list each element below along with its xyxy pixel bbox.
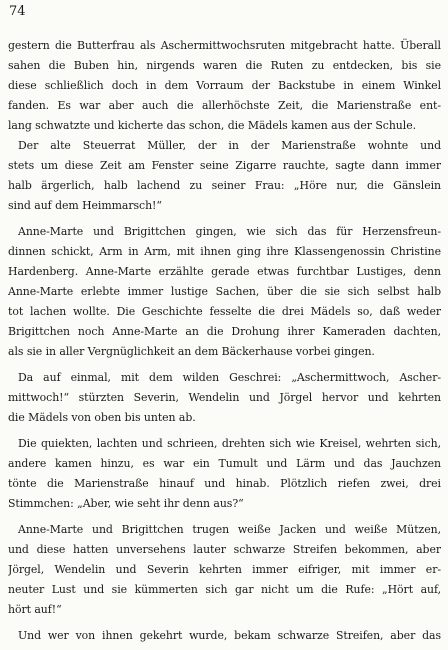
text-line: die Mädels von oben bis unten ab. bbox=[8, 411, 196, 424]
text-line: Jörgel, Wendelin und Severin kehrten immer eifriger, mit immer er- bbox=[8, 563, 441, 576]
text-line: dinnen schickt, Arm in Arm, mit ihnen ging ihre Klassengenossin Christine bbox=[8, 245, 441, 258]
text-line: Stimmchen: „Aber, wie seht ihr denn aus?“ bbox=[8, 497, 244, 510]
text-line: neuter Lust und sie kümmerten sich gar nicht um die Rufe: „Hört auf, bbox=[8, 583, 441, 596]
text-line: hört auf!“ bbox=[8, 603, 62, 616]
text-line: andere kamen hinzu, es war ein Tumult und Lärm und das Jauchzen bbox=[8, 457, 441, 470]
text-line: Und wer von ihnen gekehrt wurde, bekam schwarze Streifen, aber das bbox=[18, 629, 441, 642]
text-line: lang schwatzte und kicherte das schon, die Mädels kamen aus der Schule. bbox=[8, 119, 417, 132]
text-line: halb ärgerlich, halb lachend zu seiner Frau: „Höre nur, die Gänslein bbox=[8, 179, 441, 192]
text-line: stets um diese Zeit am Fenster seine Zigarre rauchte, sagte dann immer bbox=[8, 159, 441, 172]
text-line: Da auf einmal, mit dem wilden Geschrei: „Aschermittwoch, Ascher- bbox=[18, 371, 441, 384]
text-line: tönte die Marienstraße hinauf und hinab. Plötzlich riefen zwei, drei bbox=[8, 477, 441, 490]
text-line: Anne-Marte und Brigittchen gingen, wie sich das für Herzensfreun- bbox=[18, 225, 441, 238]
text-line: gestern die Butterfrau als Aschermittwochsruten mitgebracht hatte. Überall bbox=[8, 39, 441, 52]
text-line: als sie in aller Vergnüglichkeit an dem Bäckerhause vorbei gingen. bbox=[8, 345, 375, 358]
text-line: mittwoch!“ stürzten Severin, Wendelin und Jörgel hervor und kehrten bbox=[8, 391, 441, 404]
body-text bbox=[8, 36, 441, 646]
text-line: fanden. Es war aber auch die allerhöchste Zeit, die Marienstraße ent- bbox=[8, 99, 441, 112]
text-line: Anne-Marte erlebte immer lustige Sachen, über die sie sich selbst halb bbox=[8, 285, 441, 298]
text-line: und diese hatten unversehens lauter schwarze Streifen bekommen, aber bbox=[8, 543, 441, 556]
text-line: Anne-Marte und Brigittchen trugen weiße Jacken und weiße Mützen, bbox=[18, 523, 441, 536]
text-line: diese schließlich doch in dem Vorraum der Backstube in einem Winkel bbox=[8, 79, 441, 92]
text-line: sahen die Buben hin, nirgends waren die Ruten zu entdecken, bis sie bbox=[8, 59, 441, 72]
page-number: 74 bbox=[9, 4, 26, 19]
text-line: Brigittchen noch Anne-Marte an die Drohung ihrer Kameraden dachten, bbox=[8, 325, 441, 338]
text-line: Der alte Steuerrat Müller, der in der Marienstraße wohnte und bbox=[18, 139, 441, 152]
text-line: Die quiekten, lachten und schrieen, drehten sich wie Kreisel, wehrten sich, bbox=[18, 437, 441, 450]
text-line: tot lachen wollte. Die Geschichte fesselte die drei Mädels so, daß weder bbox=[8, 305, 441, 318]
text-line: Hardenberg. Anne-Marte erzählte gerade etwas furchtbar Lustiges, denn bbox=[8, 265, 441, 278]
text-line: sind auf dem Heimmarsch!“ bbox=[8, 199, 162, 212]
